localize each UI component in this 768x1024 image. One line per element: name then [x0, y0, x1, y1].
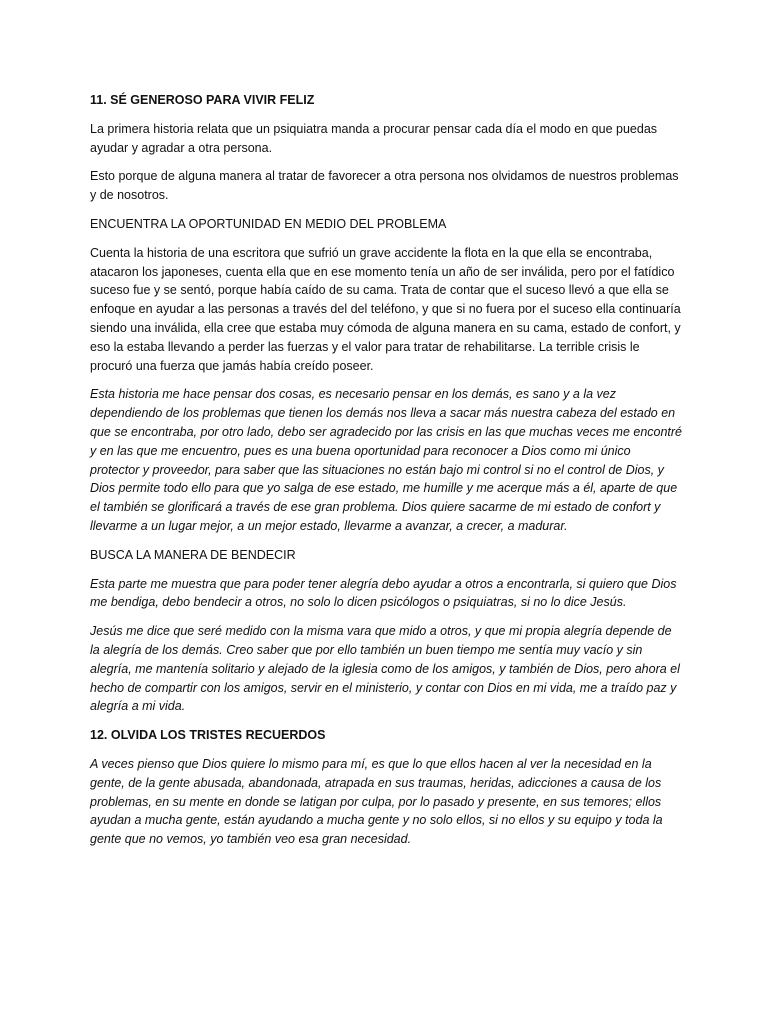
paragraph-first-story: La primera historia relata que un psiquiatra manda a procurar pensar cada día el modo en que puedas ayudar y agradar a otra persona.: [90, 121, 658, 155]
section-heading-12: 12. OLVIDA LOS TRISTES RECUERDOS: [90, 728, 326, 743]
paragraph-reflection-3: Jesús me dice que seré medido con la misma vara que mido a otros, y que mi propia alegría depende de la alegría de los demás. Creo saber que por ello también un buen tiempo me sentía muy vacío y sin alegría, me mantenía solitario y alejado de la iglesia como de los amigos, y también de Dios, pero ahora el hecho de compartir con los amigos, servir en el ministerio, y contar con Dios en mi vida, me a traído paz y alegría a mi vida.: [90, 624, 680, 714]
paragraph-reflection-2: Esta parte me muestra que para poder tener alegría debo ayudar a otros a encontrarla, si quiero que Dios me bendiga, debo bendecir a otros, no solo lo dicen psicólogos o psiquiatras, si no lo dice Jesús.: [90, 576, 677, 610]
subheading-opportunity: ENCUENTRA LA OPORTUNIDAD EN MEDIO DEL PROBLEMA: [90, 216, 447, 231]
document-page: [90, 91, 682, 859]
subheading-bless: BUSCA LA MANERA DE BENDECIR: [90, 547, 296, 562]
paragraph-reflection-1: Esta historia me hace pensar dos cosas, es necesario pensar en los demás, es sano y a la vez dependiendo de los problemas que tienen los demás nos lleva a sacar más nuestra cabeza del estado en que se encontraba, por otro lado, debo ser agradecido por las crisis en las que muchas veces me encontré y en las que me encuentro, pues es una buena oportunidad para reconocer a Dios como mi único protector y proveedor, para saber que las situaciones no están bajo mi control si no el control de Dios, y Dios permite todo ello para que yo salga de ese estado, me humille y me acerque más a él, aparte de que el también se glorificará a través de ese gran problema. Dios quiere sacarme de mi estado de confort y llevarme a un lugar mejor, a un mejor estado, llevarme a avanzar, a crecer, a madurar.: [90, 387, 683, 533]
section-heading-11: 11. SÉ GENEROSO PARA VIVIR FELIZ: [90, 93, 315, 107]
paragraph-reason: Esto porque de alguna manera al tratar de favorecer a otra persona nos olvidamos de nuestros problemas y de nosotros.: [90, 169, 679, 203]
paragraph-writer-story: Cuenta la historia de una escritora que sufrió un grave accidente la flota en la que ella se encontraba, atacaron los japoneses, cuenta ella que en ese momento tenía un año de ser inválida, pero por el fatídico suceso fue y se sentó, porque había caído de su cama. Trata de contar que el suceso llevó a que ella se enfoque en ayudar a las personas a través del del teléfono, y que si no fuera por el suceso ella continuaría siendo una inválida, ella cree que estaba muy cómoda de alguna manera en su cama, estado de confort, y eso la estaba llevando a perder las fuerzas y el valor para tratar de rehabilitarse. La terrible crisis le procuró una fuerza que jamás había creído poseer.: [90, 245, 681, 373]
paragraph-reflection-4: A veces pienso que Dios quiere lo mismo para mí, es que lo que ellos hacen al ver la necesidad en la gente, de la gente abusada, abandonada, atrapada en sus traumas, heridas, adicciones a causa de los problemas, en su mente en donde se latigan por culpa, por lo pasado y presente, en sus temores; ellos ayudan a mucha gente, están ayudando a mucha gente y no solo ellos, si no ellos y su equipo y toda la gente que no vemos, yo también veo esa gran necesidad.: [90, 756, 663, 847]
